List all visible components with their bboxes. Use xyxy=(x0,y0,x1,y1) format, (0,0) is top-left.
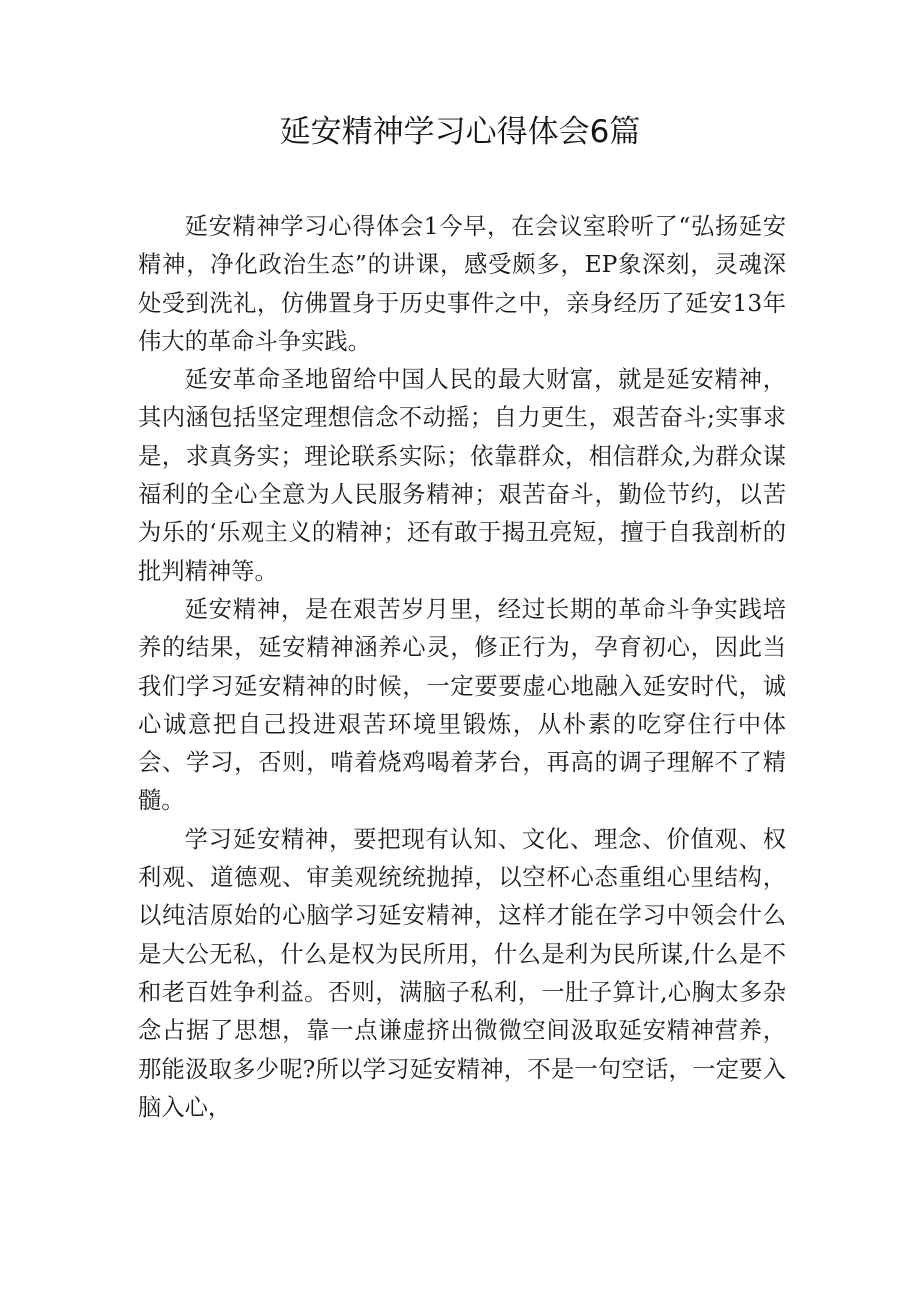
paragraph: 延安革命圣地留给中国人民的最大财富，就是延安精神，其内涵包括坚定理想信念不动摇；自力更生，艰苦奋斗;实事求是，求真务实；理论联系实际；依靠群众，相信群众,为群众谋福利的全心全意为人民服务精神；艰苦奋斗，勤俭节约，以苦为乐的‘乐观主义的精神；还有敢于揭丑亮短，擅于自我剖析的批判精神等。 xyxy=(138,366,786,585)
document-title: 延安精神学习心得体会6篇 xyxy=(279,114,641,150)
paragraph: 延安精神，是在艰苦岁月里，经过长期的革命斗争实践培养的结果，延安精神涵养心灵，修正行为，孕育初心，因此当我们学习延安精神的时候，一定要要虚心地融入延安时代，诚心诚意把自己投进艰苦环境里锻炼，从朴素的吃穿住行中体会、学习，否则，啃着烧鸡喝着茅台，再高的调子理解不了精髓。 xyxy=(138,595,786,815)
document-body xyxy=(138,208,786,1127)
paragraph: 学习延安精神，要把现有认知、文化、理念、价值观、权利观、道德观、审美观统统抛掉，以空杯心态重组心里结构，以纯洁原始的心脑学习延安精神，这样才能在学习中领会什么是大公无私，什么是权为民所用，什么是利为民所谋,什么是不和老百姓争利益。否则，满脑子私利，一肚子算计,心胸太多杂念占据了思想，靠一点谦虚挤出微微空间汲取延安精神营养，那能汲取多少呢?所以学习延安精神，不是一句空话，一定要入脑入心， xyxy=(138,825,786,1121)
paragraph: 延安精神学习心得体会1今早，在会议室聆听了“弘扬延安精神，净化政治生态”的讲课，感受颇多，EP象深刻，灵魂深处受到洗礼，仿佛置身于历史事件之中，亲身经历了延安13年伟大的革命斗争实践。 xyxy=(138,213,786,355)
